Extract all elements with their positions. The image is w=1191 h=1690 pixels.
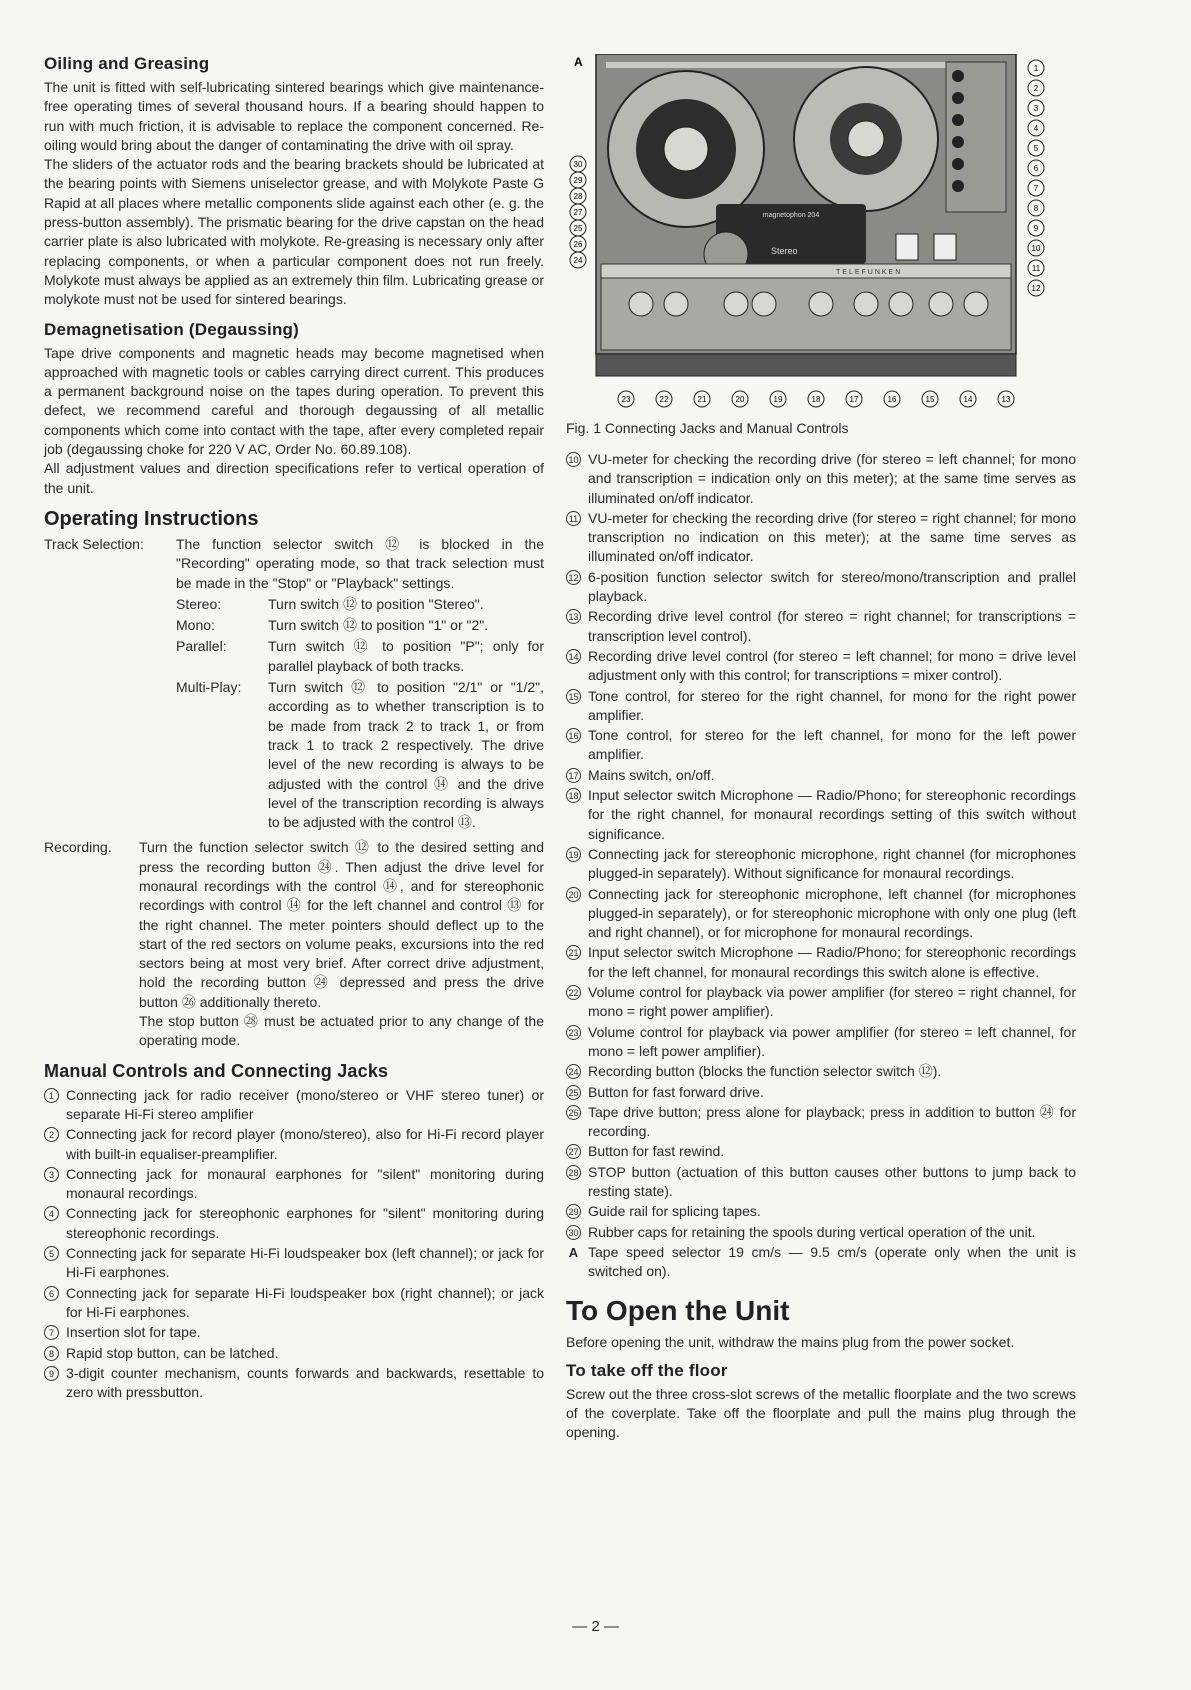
jack-socket xyxy=(952,158,964,170)
item-text: Connecting jack for radio receiver (mono/stereo or VHF stereo tuner) or separate Hi-Fi stereo amplifier xyxy=(66,1086,544,1122)
option-label: Parallel: xyxy=(176,638,227,655)
item-text: Recording drive level control (for stereo = right channel; for transcriptions = transcription level control). xyxy=(588,608,1076,644)
list-item xyxy=(566,1163,1076,1202)
oiling-section xyxy=(44,54,544,310)
item-text: VU-meter for checking the recording drive (for stereo = right channel; for mono transcription no indication on this meter); at the same time serves as illuminated on/off indicator. xyxy=(588,509,1076,565)
control-knob xyxy=(889,292,913,316)
item-text: 6-position function selector switch for stereo/mono/transcription and prallel playback. xyxy=(588,568,1076,605)
item-text: STOP button (actuation of this button causes other buttons to jump back to resting state). xyxy=(588,1163,1076,1199)
item-text: Input selector switch Microphone — Radio/Phono; for stereophonic recordings for the left channel, for monaural recordings this switch alone is effective. xyxy=(588,944,1076,980)
item-text: Input selector switch Microphone — Radio/Phono; for stereophonic recordings for the right channel, for monaural recordings setting of this switch without significance. xyxy=(588,787,1076,842)
option-mono xyxy=(176,616,544,635)
jack-socket xyxy=(952,114,964,126)
control-knob xyxy=(964,292,988,316)
stereo-label: Stereo xyxy=(771,246,798,256)
item-text: Volume control for playback via power amplifier (for stereo = left channel, for mono = left power amplifier). xyxy=(588,1023,1076,1059)
item-number: 10 xyxy=(566,452,581,467)
item-number: 25 xyxy=(566,1085,581,1100)
open-unit-paragraph: Before opening the unit, withdraw the mains plug from the power socket. xyxy=(566,1334,1015,1351)
recording-instructions xyxy=(44,838,544,1012)
item-number: 26 xyxy=(566,1105,581,1120)
manual-controls-section xyxy=(44,1061,544,1403)
item-text: Volume control for playback via power amplifier (for stereo = right channel, for mono = right power amplifier). xyxy=(588,984,1076,1020)
item-number: 17 xyxy=(566,768,581,783)
option-multi-play xyxy=(176,678,544,832)
callout-number: 27 xyxy=(573,208,583,217)
item-number: 27 xyxy=(566,1144,581,1159)
right-column xyxy=(566,54,1076,1453)
item-text: Recording drive level control (for stereo = left channel; for mono = drive level adjustment only with this control; for transcriptions = mixer control). xyxy=(588,647,1076,684)
list-item xyxy=(566,1142,1076,1161)
oiling-paragraph-2: The sliders of the actuator rods and the bearing brackets should be lubricated at the bearing points with Siemens uniselector grease, and with Molykote Paste G Rapid at all places where metallic components slide against each other (e. g. the press-button assembly). The prismatic bearing for the drive capstan on the head carrier plate is also lubricated with molykote. Re-greasing is necessary only after replacing components, or when a particular component does not run freely. Molykote must always be applied as an extremely thin film. Lubricating grease or molykote must not be used for sintered bearings. xyxy=(44,156,544,308)
option-label: Stereo: xyxy=(176,595,222,612)
item-text: Connecting jack for record player (mono/stereo), also for Hi-Fi record player with built-in equaliser-preamplifier. xyxy=(66,1126,544,1162)
item-number: 7 xyxy=(44,1325,59,1340)
callout-number: 7 xyxy=(1033,184,1039,193)
item-text: Connecting jack for monaural earphones for "silent" monitoring during monaural recordings. xyxy=(66,1165,544,1202)
tape-recorder-illustration xyxy=(566,54,1066,414)
recording-label: Recording. xyxy=(44,839,112,856)
operating-heading: Operating Instructions xyxy=(44,507,259,530)
item-number: 6 xyxy=(44,1286,59,1301)
control-knob xyxy=(664,292,688,316)
item-number: 3 xyxy=(44,1167,59,1182)
item-text: Rapid stop button, can be latched. xyxy=(66,1344,279,1361)
list-item xyxy=(566,1243,1076,1282)
callout-number: 5 xyxy=(1033,144,1039,153)
item-text: Guide rail for splicing tapes. xyxy=(588,1203,761,1220)
item-number: 24 xyxy=(566,1064,581,1079)
jack-socket xyxy=(952,92,964,104)
floor-subheading: To take off the floor xyxy=(566,1360,728,1380)
list-item xyxy=(566,845,1076,884)
manual-controls-heading: Manual Controls and Connecting Jacks xyxy=(44,1060,389,1081)
demag-section xyxy=(44,320,544,498)
list-item xyxy=(566,885,1076,943)
list-item xyxy=(566,687,1076,726)
option-text: Turn switch ⑫ to position "2/1" or "1/2", according as to whether transcription is to be made from track 2 to track 1, or from track 1 to track 2 respectively. The drive level of the new recording is always to be adjusted with the control ⑭ and the drive level of the transcription recording is always to be adjusted with the control ⑬. xyxy=(268,679,544,831)
callout-number: 22 xyxy=(659,395,669,404)
jack-socket xyxy=(952,70,964,82)
item-text: Connecting jack for stereophonic microphone, left channel (for microphones plugged-in separately), or for stereophonic microphone with only one plug (left and right channel), or for microphone for monaural recordings. xyxy=(588,885,1076,941)
item-text: Connecting jack for separate Hi-Fi loudspeaker box (left channel); or jack for Hi-Fi earphones. xyxy=(66,1245,544,1281)
oiling-heading: Oiling and Greasing xyxy=(44,54,210,73)
speed-selector-label: A xyxy=(574,55,583,69)
callout-number: 12 xyxy=(1031,284,1041,293)
tape-recorder-figure xyxy=(566,54,1066,414)
callout-number: 20 xyxy=(735,395,745,404)
open-unit-section xyxy=(566,1295,1076,1442)
jack-socket xyxy=(952,136,964,148)
option-text: Turn switch ⑫ to position "Stereo". xyxy=(268,595,484,612)
callout-number: 1 xyxy=(1033,64,1039,73)
callout-number: 3 xyxy=(1033,104,1039,113)
list-item xyxy=(44,1323,544,1342)
item-text: Tape drive button; press alone for playback; press in addition to button ㉔ for recording. xyxy=(588,1103,1076,1140)
list-item xyxy=(566,786,1076,844)
option-stereo xyxy=(176,595,544,614)
item-number: 2 xyxy=(44,1127,59,1142)
item-number: 22 xyxy=(566,985,581,1000)
item-text: Tone control, for stereo for the left channel, for mono for the left power amplifier. xyxy=(588,727,1076,763)
demag-paragraph-2: All adjustment values and direction specifications refer to vertical operation of the unit. xyxy=(44,460,544,496)
item-text: Mains switch, on/off. xyxy=(588,766,715,783)
option-text: Turn switch ⑫ to position "P"; only for parallel playback of both tracks. xyxy=(268,638,544,674)
callout-number: 16 xyxy=(887,395,897,404)
list-item xyxy=(566,1103,1076,1142)
item-text: VU-meter for checking the recording drive (for stereo = left channel; for mono and transcription = indication only on this meter); at the same time serves as illuminated on/off indicator. xyxy=(588,451,1076,506)
list-item xyxy=(566,726,1076,765)
callout-number: 4 xyxy=(1033,124,1039,133)
floor-paragraph: Screw out the three cross-slot screws of the metallic floorplate and the two screws of the coverplate. Take off the floorplate and pull the mains plug through the opening. xyxy=(566,1385,1076,1441)
item-number: 11 xyxy=(566,511,581,526)
callout-number: 30 xyxy=(573,160,583,169)
item-text: Tape speed selector 19 cm/s — 9.5 cm/s (operate only when the unit is switched on). xyxy=(588,1243,1076,1280)
recording-text-2: The stop button ㉘ must be actuated prior to any change of the operating mode. xyxy=(139,1013,544,1049)
list-item xyxy=(566,1083,1076,1102)
option-label: Multi-Play: xyxy=(176,679,242,696)
item-number: 12 xyxy=(566,570,581,585)
control-knob xyxy=(929,292,953,316)
callout-number: 25 xyxy=(573,224,583,233)
item-number: 9 xyxy=(44,1366,59,1381)
callout-number: 10 xyxy=(1031,244,1041,253)
control-knob xyxy=(854,292,878,316)
demag-heading: Demagnetisation (Degaussing) xyxy=(44,319,299,339)
item-text: Rubber caps for retaining the spools during vertical operation of the unit. xyxy=(588,1223,1036,1240)
list-item xyxy=(44,1204,544,1243)
list-item xyxy=(566,1202,1076,1221)
oiling-paragraph-1: The unit is fitted with self-lubricating sintered bearings which give maintenance-free operating times of several thousand hours. If a bearing should happen to run with much friction, it is advisable to replace the component concerned. Re-oiling would bring about the danger of contaminating the drive with oil spray. xyxy=(44,79,544,153)
control-knob xyxy=(629,292,653,316)
list-item xyxy=(566,1062,1076,1081)
item-text: Insertion slot for tape. xyxy=(66,1324,201,1341)
callout-number: 29 xyxy=(573,176,583,185)
callout-number: 14 xyxy=(963,395,973,404)
jack-socket xyxy=(952,180,964,192)
list-item xyxy=(566,568,1076,607)
list-item xyxy=(566,766,1076,785)
control-knob xyxy=(752,292,776,316)
list-item xyxy=(44,1344,544,1363)
track-selection-text: The function selector switch ⑫ is blocked in the "Recording" operating mode, so that track selection must be made in the "Stop" or "Playback" settings. xyxy=(176,535,544,591)
callout-number: 15 xyxy=(925,395,935,404)
item-number: 13 xyxy=(566,609,581,624)
manual-controls-list-right xyxy=(566,450,1076,1281)
item-number: A xyxy=(568,1244,579,1260)
item-number: 29 xyxy=(566,1204,581,1219)
callout-number: 8 xyxy=(1033,204,1039,213)
track-selection-label: Track Selection: xyxy=(44,535,144,552)
item-number: 28 xyxy=(566,1165,581,1180)
item-text: 3-digit counter mechanism, counts forwards and backwards, resettable to zero with pressbutton. xyxy=(66,1364,544,1401)
item-text: Connecting jack for stereophonic microphone, right channel (for microphones plugged-in separately). Without significance for monaural recordings. xyxy=(588,845,1076,882)
option-label: Mono: xyxy=(176,617,215,634)
list-item xyxy=(566,1023,1076,1062)
manual-controls-list-left xyxy=(44,1086,544,1403)
item-number: 18 xyxy=(566,788,581,803)
callout-number: 24 xyxy=(573,256,583,265)
callout-number: 6 xyxy=(1033,164,1039,173)
control-knob xyxy=(809,292,833,316)
option-parallel xyxy=(176,637,544,676)
item-number: 1 xyxy=(44,1088,59,1103)
list-item xyxy=(566,509,1076,567)
item-number: 5 xyxy=(44,1246,59,1261)
item-number: 21 xyxy=(566,945,581,960)
item-text: Button for fast forward drive. xyxy=(588,1083,764,1100)
list-item xyxy=(44,1086,544,1125)
item-number: 23 xyxy=(566,1025,581,1040)
item-text: Recording button (blocks the function selector switch ⑫). xyxy=(588,1063,942,1080)
list-item xyxy=(566,607,1076,646)
option-text: Turn switch ⑫ to position "1" or "2". xyxy=(268,617,489,634)
list-item xyxy=(44,1125,544,1164)
callout-number: 13 xyxy=(1001,395,1011,404)
recording-text: Turn the function selector switch ⑫ to the desired setting and press the recording button ㉔. Then adjust the drive level for monaural recordings with the control ⑭, and for stereophonic recordings with control ⑭ for the left channel and control ⑬ for the right channel. The meter pointers should deflect up to the start of the red sectors on volume peaks, excursions into the red sectors being at most very brief. After correct drive adjustment, hold the recording button ㉔ depressed and press the drive button ㉖ additionally thereto. xyxy=(139,839,544,1010)
callout-number: 19 xyxy=(773,395,783,404)
callout-number: 23 xyxy=(621,395,631,404)
item-number: 14 xyxy=(566,649,581,664)
item-number: 19 xyxy=(566,847,581,862)
item-number: 15 xyxy=(566,689,581,704)
list-item xyxy=(44,1165,544,1204)
callout-number: 2 xyxy=(1033,84,1039,93)
item-number: 4 xyxy=(44,1206,59,1221)
item-text: Connecting jack for separate Hi-Fi loudspeaker box (right channel); or jack for Hi-Fi earphones. xyxy=(66,1284,544,1320)
control-knob xyxy=(724,292,748,316)
item-text: Connecting jack for stereophonic earphones for "silent" monitoring during stereophonic recordings. xyxy=(66,1205,544,1241)
demag-paragraph-1: Tape drive components and magnetic heads may become magnetised when approached with magnetic tools or cables carrying direct current. This produces a permanent background noise on the tapes during operation. To prevent this defect, we recommend careful and thorough degaussing of all metallic components which come into contact with the tape, after every completed repair job (degaussing choke for 220 V AC, Order No. 60.89.108). xyxy=(44,344,544,458)
list-item xyxy=(566,647,1076,686)
callout-number: 11 xyxy=(1031,264,1041,273)
page-number: — 2 — xyxy=(572,1618,619,1635)
maker-text: TELEFUNKEN xyxy=(836,269,903,276)
track-selection xyxy=(44,535,544,593)
item-text: Tone control, for stereo for the right channel, for mono for the right power amplifier. xyxy=(588,687,1076,723)
figure-caption: Fig. 1 Connecting Jacks and Manual Controls xyxy=(566,420,849,436)
list-item xyxy=(566,450,1076,508)
callout-number: 26 xyxy=(573,240,583,249)
item-number: 8 xyxy=(44,1346,59,1361)
operating-section xyxy=(44,508,544,1051)
callout-number: 28 xyxy=(573,192,583,201)
list-item xyxy=(44,1364,544,1403)
list-item xyxy=(566,983,1076,1022)
list-item xyxy=(566,1223,1076,1242)
list-item xyxy=(44,1244,544,1283)
item-text: Button for fast rewind. xyxy=(588,1143,725,1160)
list-item xyxy=(566,943,1076,982)
callout-number: 17 xyxy=(849,395,859,404)
open-unit-heading: To Open the Unit xyxy=(566,1295,790,1327)
brand-text: magnetophon 204 xyxy=(762,212,820,219)
left-column xyxy=(44,54,544,1412)
callout-number: 21 xyxy=(697,395,707,404)
item-number: 30 xyxy=(566,1225,581,1240)
item-number: 20 xyxy=(566,887,581,902)
item-number: 16 xyxy=(566,728,581,743)
callout-number: 18 xyxy=(811,395,821,404)
list-item xyxy=(44,1284,544,1323)
callout-number: 9 xyxy=(1033,224,1039,233)
